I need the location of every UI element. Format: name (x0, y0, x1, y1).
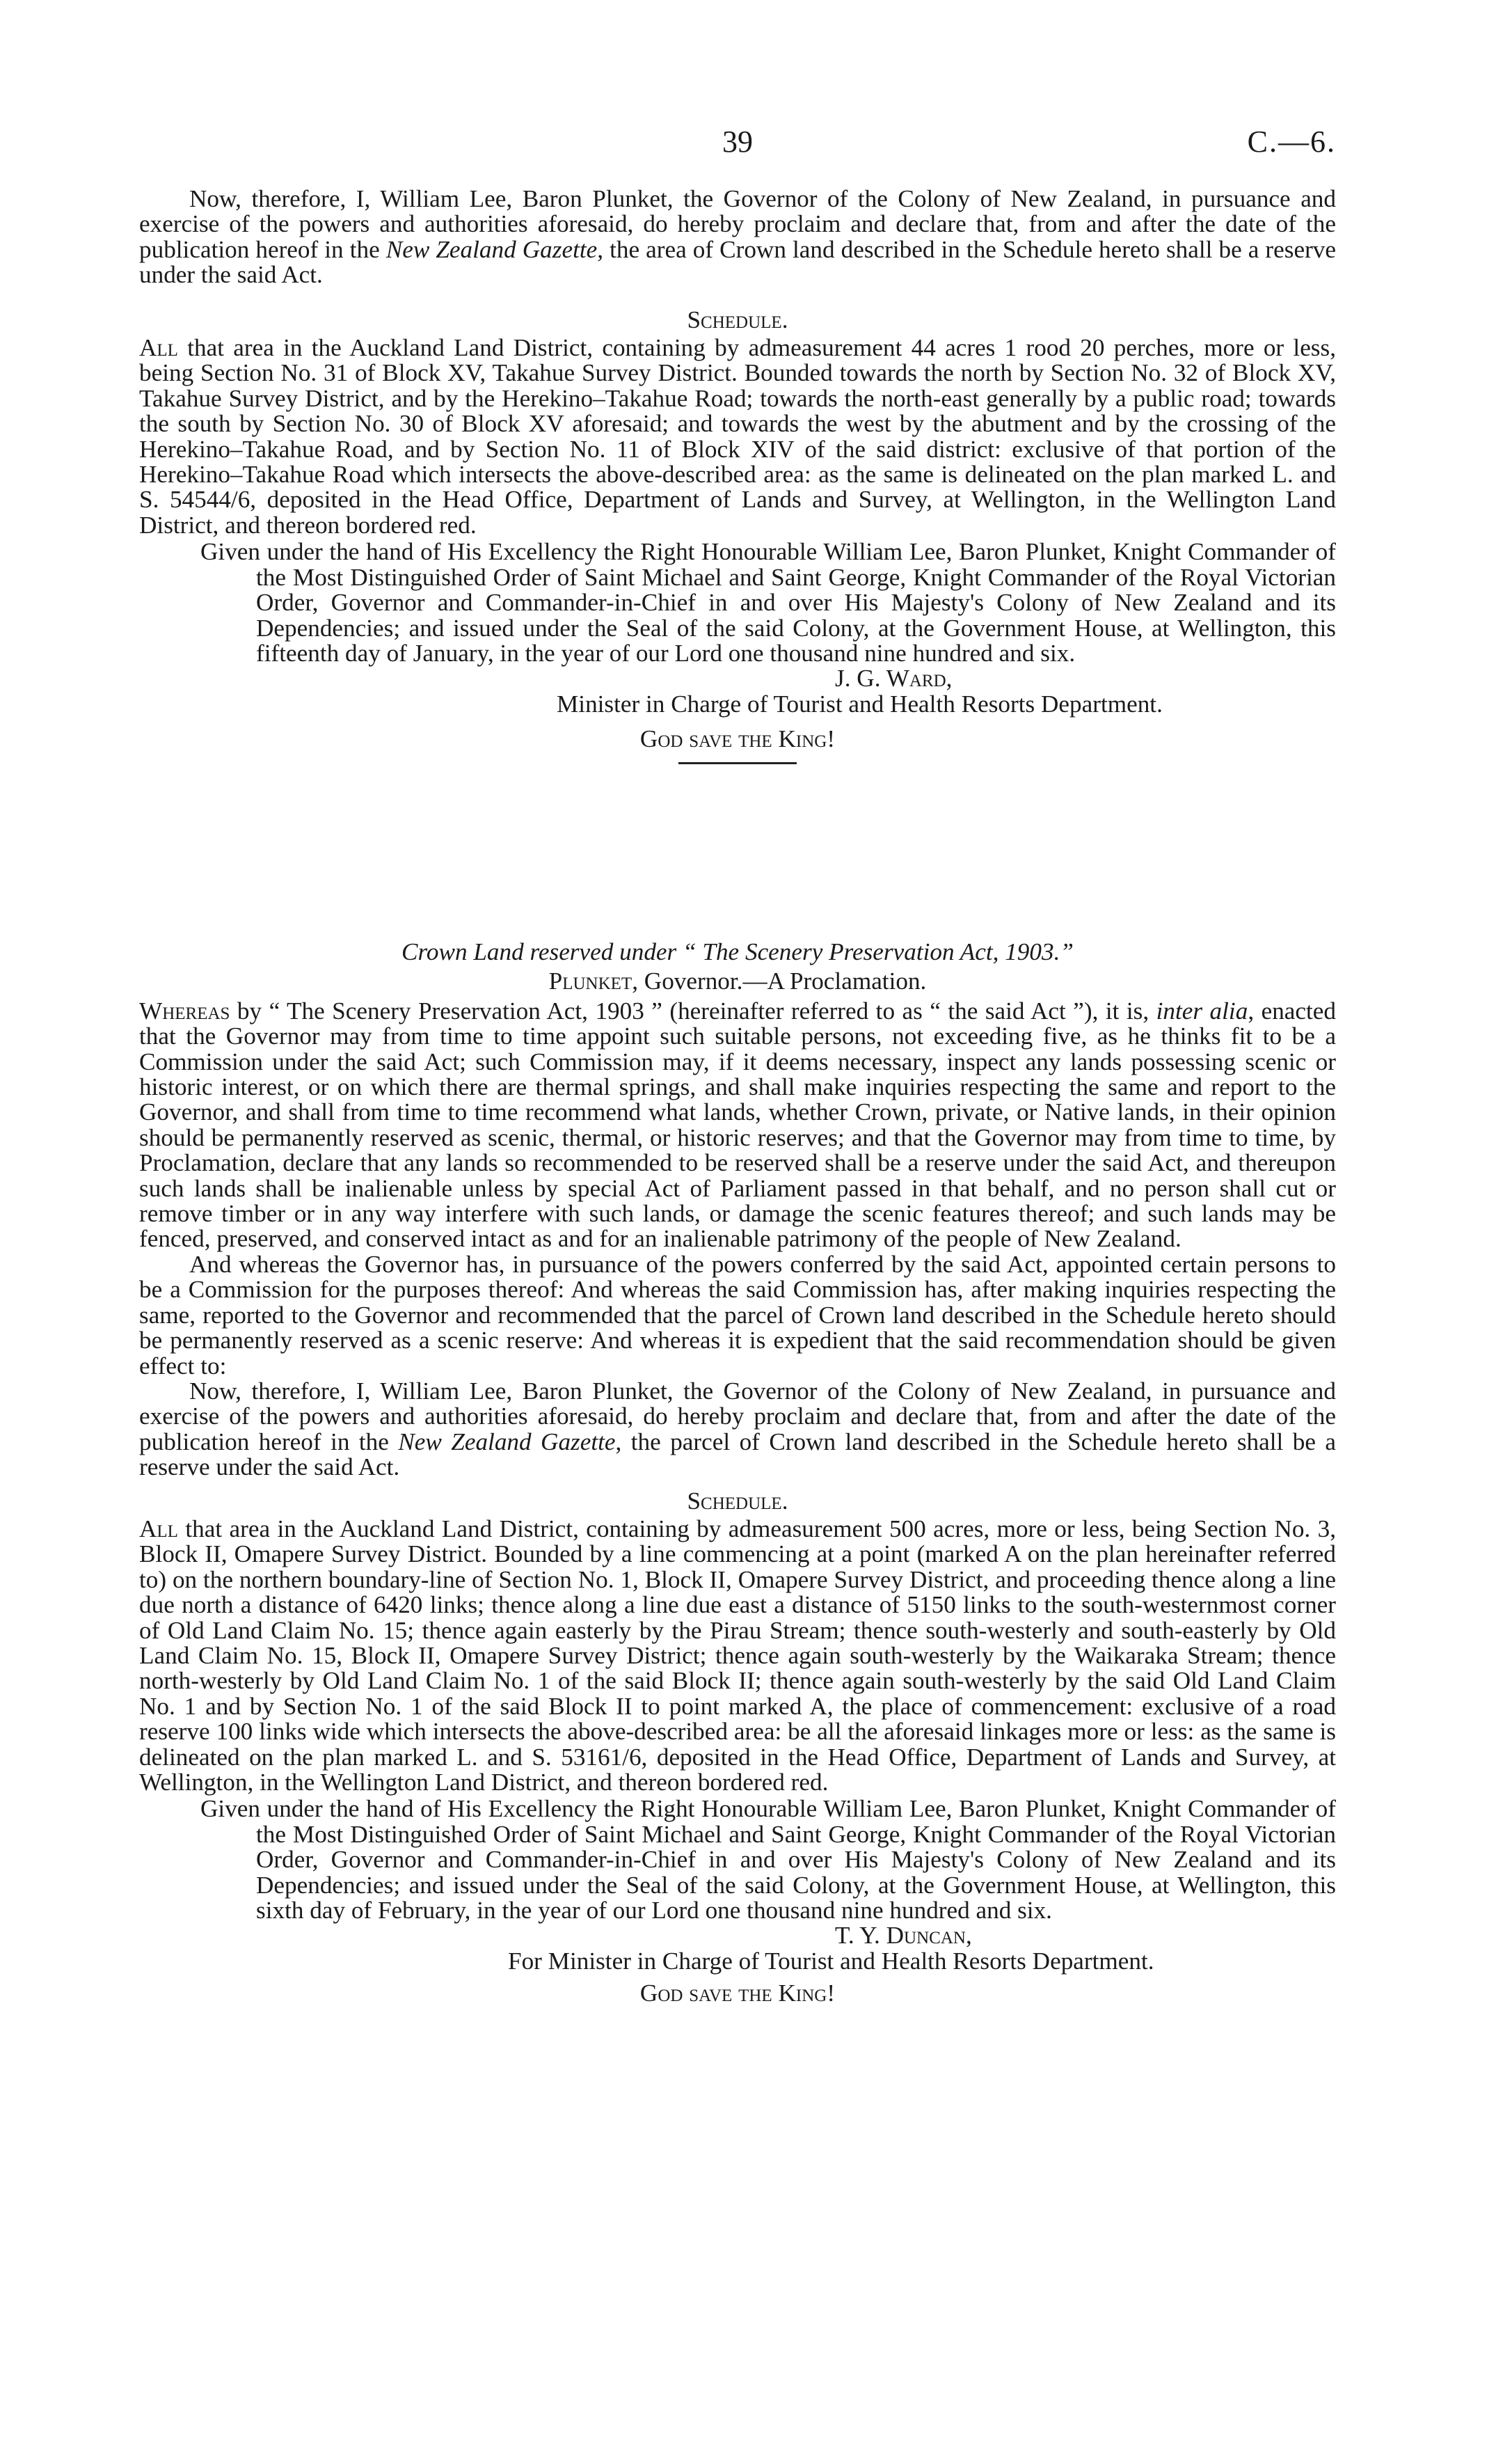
closing-line: God save the King! (639, 1979, 836, 2007)
page-header (139, 124, 1336, 159)
proclamation-heading: Plunket, Governor.—A Proclamation. (548, 967, 927, 995)
section-2 (139, 940, 1336, 2007)
given-under-hand: Given under the hand of His Excellency the Right Honourable William Lee, Baron Plunket, Knight Commander of the Most Distinguished Order of Saint Michael and Saint George, Knight Commander of the Royal Victorian Order, Governor and Commander-in-Chief in and over His Majesty's Colony of New Zealand and its Dependencies; and issued under the Seal of the said Colony, at the Government House, at Wellington, this sixth day of February, in the year of our Lord one thousand nine hundred and six. (200, 1795, 1336, 1925)
section-divider (678, 762, 797, 764)
signatory-name: J. G. Ward, (835, 665, 953, 693)
proclamation-paragraph: Now, therefore, I, William Lee, Baron Plunket, the Governor of the Colony of New Zealand, in pursuance and exercise of the powers and authorities aforesaid, do hereby proclaim and declare that, from and after the date of the publication hereof in the New Zealand Gazette, the area of Crown land described in the Schedule hereto shall be a reserve under the said Act. (139, 185, 1336, 289)
schedule-heading: Schedule. (687, 306, 788, 333)
and-whereas-paragraph: And whereas the Governor has, in pursuance of the powers conferred by the said Act, appointed certain persons to be a Commission for the purposes thereof: And whereas the said Commission has, after making inquiries respecting the same, reported to the Governor and recommended that the parcel of Crown land described in the Schedule hereto should be permanently reserved as a scenic reserve: And whereas it is expedient that the said recommendation should be given effect to: (139, 1250, 1336, 1380)
section-1 (139, 187, 1336, 777)
page-number: 39 (722, 125, 753, 159)
schedule-text: All that area in the Auckland Land District, containing by admeasurement 500 acres, more or less, being Section No. 3, Block II, Omapere Survey District. Bounded by a line commencing at a point (marked A on the plan hereinafter referred to) on the northern boundary-line of Section No. 1, Block II, Omapere Survey District, and proceeding thence along a line due north a distance of 6420 links; thence along a line due east a distance of 5150 links to the south-westernmost corner of Old Land Claim No. 15; thence again easterly by the Pirau Stream; thence south-westerly and south-easterly by Old Land Claim No. 15, Block II, Omapere Survey District; thence again south-westerly by the Waikaraka Stream; thence north-westerly by Old Land Claim No. 1 of the said Block II; thence again south-westerly by the said Old Land Claim No. 1 and by Section No. 1 of the said Block II to point marked A, the place of commencement: exclusive of a road reserve 100 links wide which intersects the above-described area: be all the aforesaid linkages more or less: as the same is delineated on the plan marked L. and S. 53161/6, deposited in the Head Office, Department of Lands and Survey, at Wellington, in the Wellington Land District, and thereon bordered red. (139, 1515, 1336, 1796)
given-under-hand: Given under the hand of His Excellency the Right Honourable William Lee, Baron Plunket, Knight Commander of the Most Distinguished Order of Saint Michael and Saint George, Knight Commander of the Royal Victorian Order, Governor and Commander-in-Chief in and over His Majesty's Colony of New Zealand and its Dependencies; and issued under the Seal of the said Colony, at the Government House, at Wellington, this fifteenth day of January, in the year of our Lord one thousand nine hundred and six. (200, 538, 1336, 667)
schedule-text: All that area in the Auckland Land District, containing by admeasurement 44 acres 1 rood 20 perches, more or less, being Section No. 31 of Block XV, Takahue Survey District. Bounded towards the north by Section No. 32 of Block XV, Takahue Survey District, and by the Herekino–Takahue Road; towards the north-east generally by a public road; towards the south by Section No. 30 of Block XV aforesaid; and towards the west by the abutment and by the crossing of the Herekino–Takahue Road, and by Section No. 11 of Block XIV of the said district: exclusive of that portion of the Herekino–Takahue Road which intersects the above-described area: as the same is delineated on the plan marked L. and S. 54544/6, deposited in the Head Office, Department of Lands and Survey, at Wellington, in the Wellington Land District, and thereon bordered red. (139, 334, 1336, 539)
closing-line: God save the King! (639, 725, 836, 753)
proclamation-paragraph: Now, therefore, I, William Lee, Baron Plunket, the Governor of the Colony of New Zealand, in pursuance and exercise of the powers and authorities aforesaid, do hereby proclaim and declare that, from and after the date of the publication hereof in the New Zealand Gazette, the parcel of Crown land described in the Schedule hereto shall be a reserve under the said Act. (139, 1377, 1336, 1481)
schedule-heading: Schedule. (687, 1487, 788, 1515)
signatory-title: For Minister in Charge of Tourist and Health Resorts Department. (508, 1947, 1154, 1975)
page-reference: C.—6. (1247, 125, 1336, 159)
section-title: Crown Land reserved under “ The Scenery Preservation Act, 1903.” (401, 938, 1074, 965)
gazette-name: New Zealand Gazette (385, 235, 598, 263)
whereas-paragraph: Whereas by “ The Scenery Preservation Act, 1903 ” (hereinafter referred to as “ the said Act ”), it is, inter alia, enacted that the Governor may from time to time appoint such suitable persons, not exceeding five, as he thinks fit to be a Commission under the said Act; such Commission may, if it deems necessary, inspect any lands possessing scenic or historic interest, or on which there are thermal springs, and shall make inquiries respecting the same and report to the Governor, and shall from time to time recommend what lands, whether Crown, private, or Native lands, in their opinion should be permanently reserved as scenic, thermal, or historic reserves; and that the Governor may from time to time, by Proclamation, declare that any lands so recommended to be reserved shall be a reserve under the said Act, and thereupon such lands shall be inalienable unless by special Act of Parliament passed in that behalf, and no person shall cut or remove timber or in any way interfere with such lands, or damage the scenic features thereof; and such lands may be fenced, preserved, and conserved intact as and for an inalienable patrimony of the people of New Zealand. (139, 997, 1337, 1253)
signatory-name: T. Y. Duncan, (835, 1922, 972, 1950)
gazette-name: New Zealand Gazette (398, 1428, 616, 1455)
signatory-title: Minister in Charge of Tourist and Health Resorts Department. (557, 690, 1163, 718)
